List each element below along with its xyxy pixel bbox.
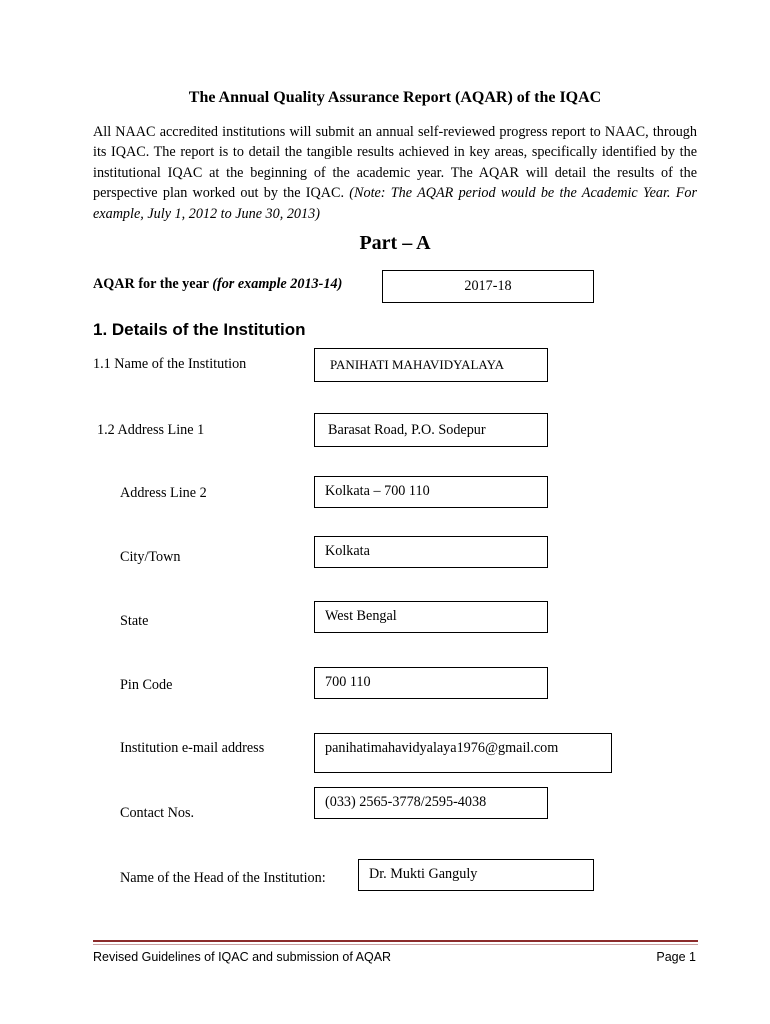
footer-rule	[93, 940, 698, 942]
address1-label: 1.2 Address Line 1	[97, 422, 205, 438]
footer-guidelines: Revised Guidelines of IQAC and submission of AQAR	[93, 950, 392, 964]
aqar-year-example: (for example 2013-14)	[212, 276, 343, 292]
aqar-year-label-text: AQAR for the year	[93, 276, 209, 292]
address1-field[interactable]: Barasat Road, P.O. Sodepur	[314, 413, 548, 447]
footer-rule-thin	[93, 944, 698, 945]
city-label: City/Town	[120, 549, 181, 565]
email-label: Institution e-mail address	[120, 740, 265, 756]
head-label: Name of the Head of the Institution:	[120, 870, 326, 886]
city-field[interactable]: Kolkata	[314, 536, 548, 568]
section-heading: 1. Details of the Institution	[93, 320, 306, 339]
aqar-year-field[interactable]: 2017-18	[382, 270, 594, 303]
address2-field[interactable]: Kolkata – 700 110	[314, 476, 548, 508]
pin-label: Pin Code	[120, 677, 173, 693]
intro-text: All NAAC accredited institutions will submit an annual self-reviewed progress report to NAAC, through its IQAC. The report is to detail the tangible results achieved in key areas, specifically identified by the institutional IQAC at the beginning of the academic year. The AQAR will detail the results of the perspective plan worked out by the IQAC.	[93, 124, 697, 202]
aqar-year-label	[93, 276, 342, 293]
intro-note: (Note: The AQAR period would be the Academic Year. For example, July 1, 2012 to June 30, 2013)	[93, 185, 698, 222]
page-title: The Annual Quality Assurance Report (AQAR) of the IQAC	[188, 89, 602, 106]
address2-label: Address Line 2	[120, 485, 207, 501]
head-name-field[interactable]: Dr. Mukti Ganguly	[358, 859, 594, 891]
email-field[interactable]: panihatimahavidyalaya1976@gmail.com	[314, 733, 612, 773]
page-number: Page 1	[656, 950, 696, 964]
state-field[interactable]: West Bengal	[314, 601, 548, 633]
contact-field[interactable]: (033) 2565-3778/2595-4038	[314, 787, 548, 819]
part-heading: Part – A	[359, 232, 431, 254]
pin-code-field[interactable]: 700 110	[314, 667, 548, 699]
state-label: State	[120, 613, 149, 629]
institution-name-field[interactable]: PANIHATI MAHAVIDYALAYA	[314, 348, 548, 382]
intro-paragraph	[93, 122, 697, 224]
contact-label: Contact Nos.	[120, 805, 195, 821]
name-label: 1.1 Name of the Institution	[93, 356, 247, 372]
